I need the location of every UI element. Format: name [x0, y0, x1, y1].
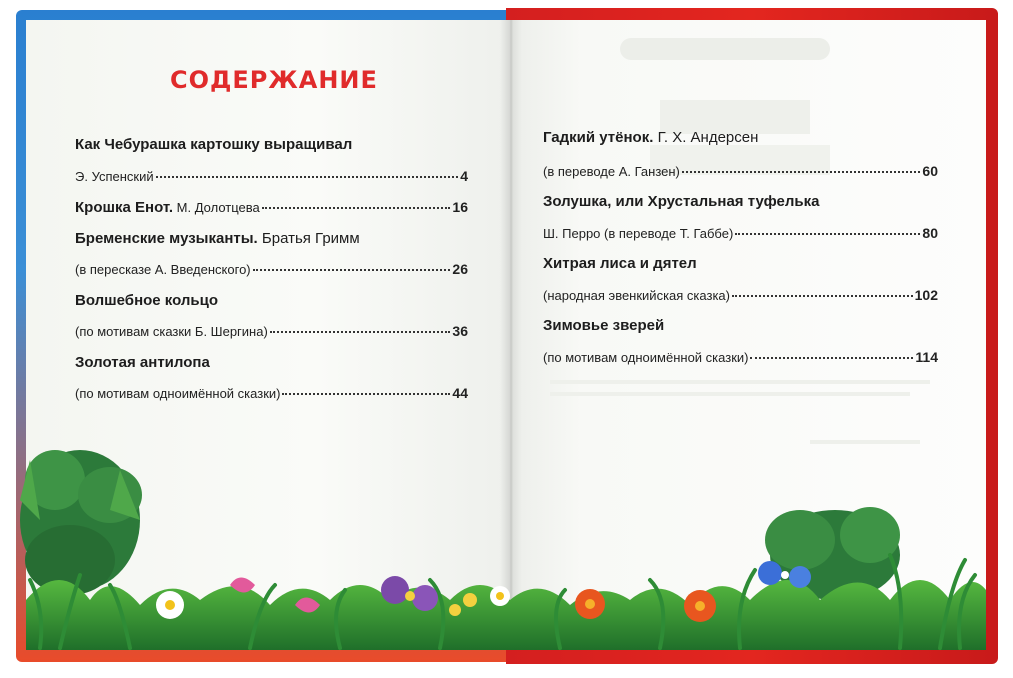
entry-title-bold: Волшебное кольцо: [75, 292, 219, 309]
entry-title-author: М. Долотцева: [173, 200, 260, 215]
white-daisy-icon: [156, 591, 184, 619]
entry-title-author: Братья Гримм: [257, 230, 360, 247]
entry-source: Ш. Перро (в переводе Т. Габбе): [543, 226, 734, 241]
entry-title-bold: Золотая антилопа: [75, 354, 210, 371]
left-bush-icon: [20, 450, 142, 595]
entry-title-author: Г. Х. Андерсен: [653, 129, 759, 146]
entry-source: (в переводе А. Ганзен): [543, 164, 680, 179]
page-number: 102: [914, 287, 938, 303]
toc-title: СОДЕРЖАНИЕ: [170, 66, 378, 94]
entry-title-bold: Хитрая лиса и дятел: [543, 255, 697, 272]
entry-source: (по мотивам одноимённой сказки): [543, 350, 749, 365]
entry-source: (по мотивам сказки Б. Шергина): [75, 324, 268, 339]
entry-title-bold: Бременские музыканты.: [75, 230, 258, 247]
entry-source: Э. Успенский: [75, 169, 154, 184]
page-number: 60: [922, 163, 938, 179]
page-number: 16: [452, 199, 468, 215]
entry-title-bold: Зимовье зверей: [543, 317, 665, 334]
page-number: 36: [452, 323, 468, 339]
entry-title-bold: Крошка Енот.: [75, 199, 174, 216]
entry-source: (по мотивам одноимённой сказки): [75, 386, 281, 401]
entry-source: (народная эвенкийская сказка): [543, 288, 730, 303]
entry-title-bold: Золушка, или Хрустальная туфелька: [543, 193, 820, 210]
page-number: 4: [460, 168, 468, 184]
page-number: 80: [922, 225, 938, 241]
page-number: 114: [915, 349, 938, 365]
entry-title-bold: Гадкий утёнок.: [543, 129, 654, 146]
entry-title-bold: Как Чебурашка картошку выращивал: [75, 136, 353, 153]
page-number: 44: [452, 385, 468, 401]
entry-source: (в пересказе А. Введенского): [75, 262, 251, 277]
page-number: 26: [452, 261, 468, 277]
white-flower-icon: [490, 586, 510, 606]
